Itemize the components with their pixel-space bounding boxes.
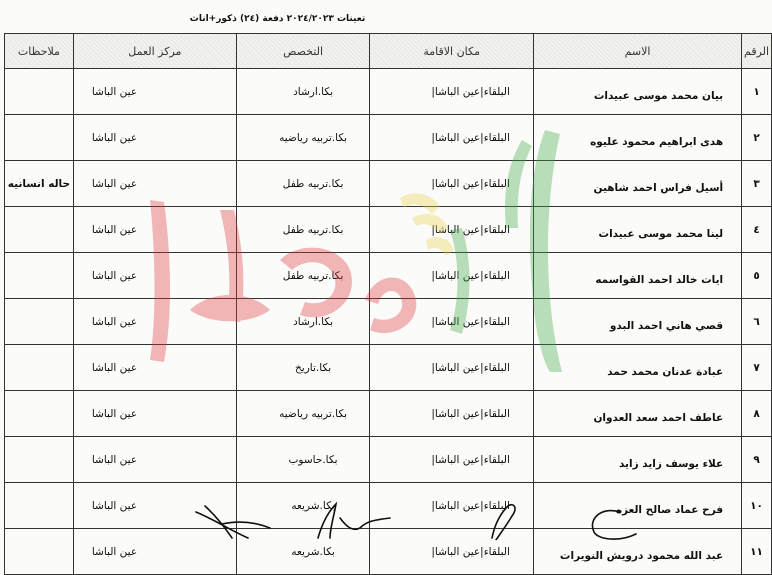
cell-notes — [5, 391, 74, 437]
header-index: الرقم — [742, 34, 772, 69]
table-row — [5, 391, 772, 437]
cell-notes — [5, 253, 74, 299]
cell-index: ٩ — [742, 437, 772, 483]
table-row — [5, 69, 772, 115]
header-name: الاسم — [533, 34, 741, 69]
cell-index: ٥ — [742, 253, 772, 299]
cell-specialization: بكا.شريعه — [236, 483, 370, 529]
cell-residence: البلقاء|عين الباشا| — [370, 69, 534, 115]
cell-notes — [5, 437, 74, 483]
cell-residence: البلقاء|عين الباشا| — [370, 529, 534, 575]
table-row — [5, 345, 772, 391]
cell-workplace: عين الباشا — [73, 437, 236, 483]
signature-1 — [196, 506, 270, 538]
cell-name: هدى ابراهيم محمود عليوه — [533, 115, 741, 161]
cell-residence: البلقاء|عين الباشا| — [370, 391, 534, 437]
cell-specialization: بكا.شريعه — [236, 529, 370, 575]
cell-name: عبادة عدنان محمد حمد — [533, 345, 741, 391]
cell-name: قصي هاني احمد البدو — [533, 299, 741, 345]
cell-residence: البلقاء|عين الباشا| — [370, 161, 534, 207]
header-specialization: التخصص — [236, 34, 370, 69]
signatures — [0, 498, 772, 540]
table-row — [5, 253, 772, 299]
cell-workplace: عين الباشا — [73, 483, 236, 529]
cell-index: ٢ — [742, 115, 772, 161]
cell-name: ايات خالد احمد القواسمه — [533, 253, 741, 299]
cell-name: عاطف احمد سعد العدوان — [533, 391, 741, 437]
cell-workplace: عين الباشا — [73, 253, 236, 299]
cell-name: لينا محمد موسى عبيدات — [533, 207, 741, 253]
header-workplace: مركز العمل — [73, 34, 236, 69]
cell-residence: البلقاء|عين الباشا| — [370, 483, 534, 529]
cell-specialization: بكا.تربيه طفل — [236, 253, 370, 299]
appointments-table — [4, 33, 772, 575]
cell-residence: البلقاء|عين الباشا| — [370, 115, 534, 161]
cell-index: ٣ — [742, 161, 772, 207]
cell-index: ١٠ — [742, 483, 772, 529]
cell-index: ٨ — [742, 391, 772, 437]
cell-name: عبد الله محمود درويش النويرات — [533, 529, 741, 575]
document-title: تعينات ٢٠٢٤/٢٠٢٣ دفعة (٢٤) ذكور+اناث — [189, 14, 366, 24]
table-row — [5, 207, 772, 253]
cell-name: أسيل فراس احمد شاهين — [533, 161, 741, 207]
cell-specialization: بكا.تربيه رياضيه — [236, 391, 370, 437]
cell-notes — [5, 299, 74, 345]
cell-notes — [5, 115, 74, 161]
table-row — [5, 437, 772, 483]
table-row — [5, 115, 772, 161]
cell-specialization: بكا.ارشاد — [236, 69, 370, 115]
cell-index: ١ — [742, 69, 772, 115]
header-residence: مكان الاقامة — [370, 34, 534, 69]
cell-workplace: عين الباشا — [73, 207, 236, 253]
cell-workplace: عين الباشا — [73, 115, 236, 161]
signature-2 — [318, 504, 390, 538]
cell-workplace: عين الباشا — [73, 529, 236, 575]
cell-workplace: عين الباشا — [73, 161, 236, 207]
cell-notes — [5, 345, 74, 391]
cell-specialization: بكا.تربيه طفل — [236, 207, 370, 253]
header-notes: ملاحظات — [5, 34, 74, 69]
cell-index: ٦ — [742, 299, 772, 345]
cell-workplace: عين الباشا — [73, 69, 236, 115]
cell-specialization: بكا.تربيه رياضيه — [236, 115, 370, 161]
cell-workplace: عين الباشا — [73, 299, 236, 345]
cell-residence: البلقاء|عين الباشا| — [370, 207, 534, 253]
cell-index: ١١ — [742, 529, 772, 575]
signature-3 — [492, 505, 515, 540]
cell-notes — [5, 207, 74, 253]
cell-workplace: عين الباشا — [73, 391, 236, 437]
table-row — [5, 299, 772, 345]
cell-notes: حاله انسانيه — [5, 161, 74, 207]
cell-residence: البلقاء|عين الباشا| — [370, 345, 534, 391]
cell-notes — [5, 69, 74, 115]
cell-index: ٤ — [742, 207, 772, 253]
cell-index: ٧ — [742, 345, 772, 391]
table-header-row — [5, 34, 772, 69]
cell-specialization: بكا.تربيه طفل — [236, 161, 370, 207]
signature-4 — [592, 511, 636, 540]
cell-name: علاء يوسف زايد زايد — [533, 437, 741, 483]
cell-name: بيان محمد موسى عبيدات — [533, 69, 741, 115]
cell-name: فرح عماد صالح العزه — [533, 483, 741, 529]
cell-residence: البلقاء|عين الباشا| — [370, 253, 534, 299]
cell-specialization: بكا.تاريخ — [236, 345, 370, 391]
cell-specialization: بكا.ارشاد — [236, 299, 370, 345]
cell-workplace: عين الباشا — [73, 345, 236, 391]
cell-residence: البلقاء|عين الباشا| — [370, 299, 534, 345]
cell-residence: البلقاء|عين الباشا| — [370, 437, 534, 483]
table-row — [5, 161, 772, 207]
cell-specialization: بكا.حاسوب — [236, 437, 370, 483]
